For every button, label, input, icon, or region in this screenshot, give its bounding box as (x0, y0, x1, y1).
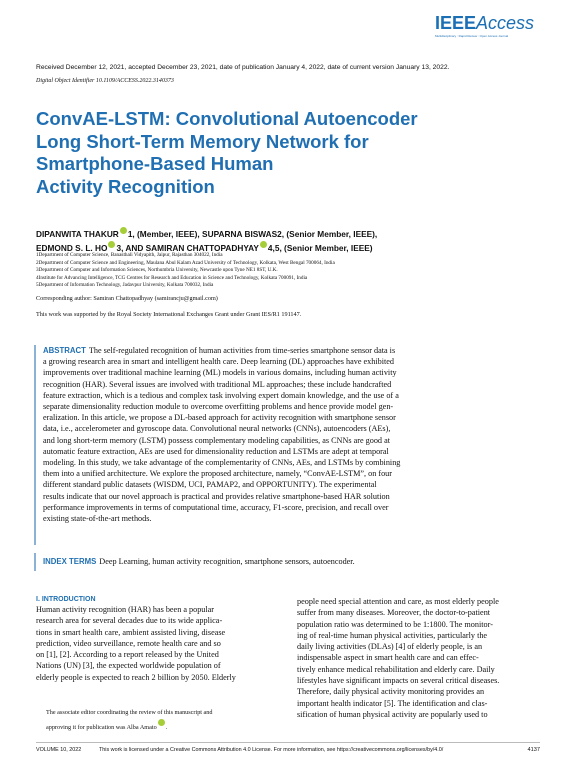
footnote-text: approving it for publication was Alba Amato (46, 724, 157, 731)
orcid-icon[interactable] (120, 227, 127, 234)
author-details: 4,5, (Senior Member, IEEE) (267, 243, 373, 253)
orcid-icon[interactable] (158, 719, 165, 726)
journal-logo (435, 13, 565, 38)
body-line: tions in smart health care, ambient assisted living, disease (36, 627, 226, 637)
logo-access: Access (476, 13, 535, 33)
paper-title (36, 108, 436, 198)
abstract-line: data, i.e., accelerometer and gyroscope data. Convolutional neural networks (CNNs), autoencoders (AEs), (43, 424, 391, 434)
abstract-line: results indicate that our novel approach is practical and provides relative smartphone-based HAR solution (43, 491, 390, 501)
title-line: ConvAE-LSTM: Convolutional Autoencoder (36, 108, 418, 129)
author-line (36, 227, 546, 241)
body-line: ing of real-time human physical activities, particularly the (297, 630, 488, 640)
body-line: indispensable aspect in smart health care and can effec- (297, 653, 479, 663)
affiliation: 1Department of Computer Science, Banasthali Vidyapith, Jaipur, Rajasthan 304022, India (36, 252, 223, 258)
abstract-line: different standard public datasets (WISDM, UCI, PAMAP2, and OPPORTUNITY). The experimental (43, 480, 377, 490)
affiliation: 5Department of Information Technology, Jadavpur University, Kolkata 700032, India (36, 282, 214, 289)
author-name: DIPANWITA THAKUR (36, 229, 119, 239)
page-number: 4137 (527, 747, 540, 753)
index-terms-text: Deep Learning, human activity recognition, smartphone sensors, autoencoder. (99, 557, 355, 566)
index-terms (34, 553, 542, 571)
affiliation: 4Institute for Advancing Intelligence, TCG Centres for Research and Education in Science and Technology, Kolkata 700091, India (36, 274, 308, 281)
logo-wordmark (435, 13, 565, 33)
affiliation: 2Department of Computer Science and Engineering, Maulana Abul Kalam Azad University of Technology, Kolkata, West Bengal 700064, India (36, 259, 335, 266)
author-details: 3, AND SAMIRAN CHATTOPADHYAY (116, 243, 259, 253)
abstract-line: automatic feature extraction, AEs are used for dimensionality reduction and LSTMs are adept at temporal (43, 446, 389, 456)
abstract-line (43, 345, 542, 356)
logo-tagline: Multidisciplinary : Rapid Review : Open Access Journal (435, 34, 509, 38)
abstract-line: improvements over traditional machine learning (ML) models in various domains, including human activity (43, 368, 397, 378)
orcid-icon[interactable] (260, 241, 267, 248)
body-line: sification of human physical activity are popularly used to (297, 709, 488, 719)
abstract-line: performance improvements in terms of computational time, accuracy, F1-score, precision, and recall over (43, 502, 389, 512)
body-line: population ratio was determined to be 1:1800. The monitor- (297, 619, 493, 629)
abstract-label: ABSTRACT (43, 346, 86, 355)
index-terms-label: INDEX TERMS (43, 557, 97, 566)
footnote-line: The associate editor coordinating the review of this manuscript and (46, 709, 213, 716)
author-list (36, 227, 546, 255)
abstract (34, 345, 542, 545)
corresponding-author: Corresponding author: Samiran Chattopadhyay (samirancju@gmail.com) (36, 295, 218, 302)
body-line: on [1], [2]. According to a report released by the United (36, 650, 219, 660)
body-line: people need special attention and care, as most elderly people (297, 597, 499, 606)
section-heading: I. INTRODUCTION (36, 596, 96, 603)
abstract-line: recognition (HAR). Several issues are involved with traditional ML approaches; these include handcrafted (43, 379, 392, 389)
abstract-line: feature extraction, which is a tedious and complex task involving expert domain knowledge, and the use of a (43, 390, 399, 400)
title-line: Long Short-Term Memory Network for (36, 130, 369, 152)
body-column-right (297, 596, 541, 720)
body-line: research area for several decades due to its wide applica- (36, 616, 223, 626)
abstract-line: separate dimensionality reduction module to overcome overfitting problems and hence provide model gen- (43, 402, 394, 412)
body-line: elderly people is expected to reach 2 billion by 2050. Elderly (36, 672, 236, 682)
body-line: daily living activities (DLAs) [4] of elderly people, is an (297, 642, 483, 652)
abstract-text (43, 345, 542, 524)
author-name: EDMOND S. L. HO (36, 243, 108, 253)
author-details: 1, (Member, IEEE), SUPARNA BISWAS2, (Senior Member, IEEE), (127, 229, 378, 239)
body-line: important health indicator [5]. The identification and clas- (297, 698, 488, 708)
affiliation: 3Department of Computer and Information Sciences, Northumbria University, Newcastle upon Tyne NE1 8ST, U.K. (36, 267, 278, 274)
body-line: tively enhance medical rehabilitation and elderly care. Daily (297, 664, 495, 674)
body-line: suffer from many diseases. Moreover, the doctor-to-patient (297, 608, 491, 618)
body-line: Therefore, daily physical activity monitoring provides an (297, 687, 485, 697)
abstract-line: existing state-of-the-art methods. (43, 514, 152, 524)
logo-ieee: IEEE (435, 13, 477, 33)
received-dates: Received December 12, 2021, accepted December 23, 2021, date of publication January 4, 2022, date of current version January 13, 2022. (36, 64, 450, 71)
doi-line: Digital Object Identifier 10.1109/ACCESS.2022.3140373 (36, 78, 174, 84)
footer-volume: VOLUME 10, 2022 (36, 747, 82, 753)
abstract-line: and long short-term memory (LSTM) possess complementary modeling capabilities, as CNNs are good at (43, 435, 390, 445)
body-line: Human activity recognition (HAR) has been a popular (36, 605, 215, 614)
abstract-line-text: The self-regulated recognition of human activities from time-series smartphone sensor data is (88, 346, 396, 355)
page-footer (36, 742, 540, 756)
abstract-line: a growing research area in smart and intelligent health care. Deep learning (DL) approaches have exhibited (43, 357, 394, 367)
affiliations (36, 252, 546, 290)
body-line: prediction, video surveillance, remote health care and so (36, 638, 221, 648)
footnote-line: approving it for publication was Alba Amato . (36, 719, 276, 734)
title-line: Activity Recognition (36, 175, 215, 197)
body-column-left (36, 604, 280, 683)
funding-note: This work was supported by the Royal Society International Exchanges Grant under Grant IES/R1 191147. (36, 311, 302, 318)
abstract-line: them into a unified architecture. We explore the proposed architecture, namely, “ConvAE-LSTM”, on four (43, 469, 393, 479)
title-line: Smartphone-Based Human (36, 153, 274, 174)
editor-footnote (36, 706, 276, 734)
abstract-line: modeling. In this study, we take advantage of the complementarity of CNNs, AEs, and LSTMs by combining (43, 458, 401, 468)
body-line: Nations (UN) [3], the expected worldwide population of (36, 661, 221, 671)
orcid-icon[interactable] (108, 241, 115, 248)
footer-license[interactable]: This work is licensed under a Creative Commons Attribution 4.0 License. For more information, see https://creativecommons.org/licenses/by/4.0/ (99, 747, 444, 753)
body-line: lifestyles have significant impacts on several critical diseases. (297, 676, 500, 686)
abstract-line: eralization. In this article, we propose a DL-based approach for activity recognition with smartphone sensor (43, 413, 396, 423)
